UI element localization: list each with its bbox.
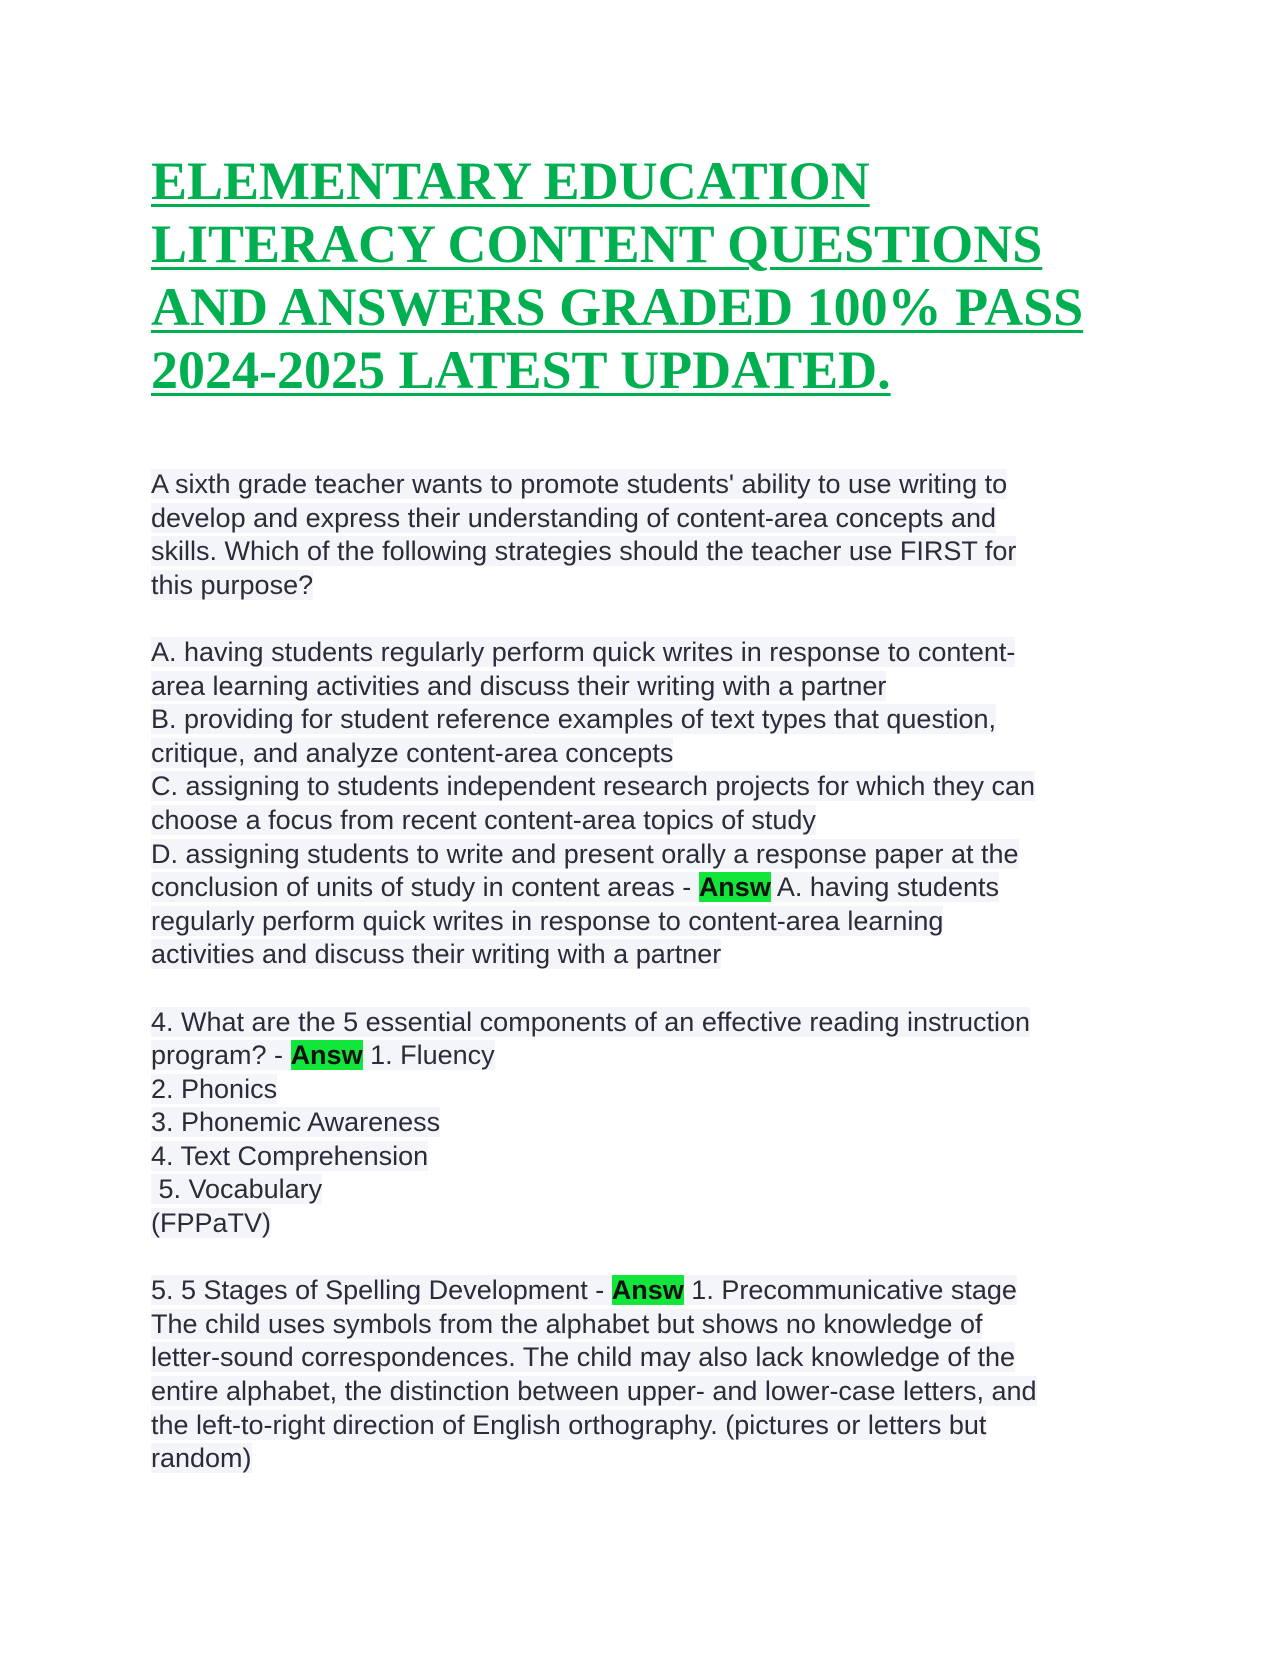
option-line: C. assigning to students independent research projects for which they can	[151, 771, 1036, 802]
question-line: 4. What are the 5 essential components of an effective reading instruction	[151, 1006, 1031, 1037]
answer-line: 2. Phonics	[151, 1073, 278, 1104]
question-block-4	[151, 1006, 1151, 1241]
answer-line: activities and discuss their writing with a partner	[151, 939, 722, 970]
paragraph-gap	[151, 972, 1151, 1006]
option-line: area learning activities and discuss their writing with a partner	[151, 670, 887, 701]
document-title	[151, 150, 1151, 402]
answer-line: the left-to-right direction of English orthography. (pictures or letters but	[151, 1409, 987, 1440]
question-line: develop and express their understanding of content-area concepts and	[151, 502, 997, 533]
question-line: this purpose?	[151, 569, 314, 600]
question-block-5	[151, 1274, 1151, 1476]
answer-line: program? - Answ 1. Fluency	[151, 1040, 495, 1071]
answer-line: letter-sound correspondences. The child may also lack knowledge of the	[151, 1342, 1015, 1373]
answer-marker: Answ	[611, 1275, 684, 1306]
question-block-1	[151, 468, 1151, 972]
option-line: choose a focus from recent content-area topics of study	[151, 804, 816, 835]
option-line: critique, and analyze content-area concepts	[151, 737, 674, 768]
question-line: A sixth grade teacher wants to promote students' ability to use writing to	[151, 469, 1008, 499]
title-line: 2024-2025 LATEST UPDATED.	[151, 340, 891, 400]
title-line: AND ANSWERS GRADED 100% PASS	[151, 277, 1084, 337]
answer-line: The child uses symbols from the alphabet but shows no knowledge of	[151, 1308, 983, 1339]
document-body	[151, 468, 1151, 1476]
option-line: A. having students regularly perform quick writes in response to content-	[151, 636, 1016, 667]
paragraph-gap	[151, 602, 1151, 636]
answer-line: 4. Text Comprehension	[151, 1140, 429, 1171]
option-line: D. assigning students to write and present orally a response paper at the	[151, 838, 1019, 869]
answer-line: regularly perform quick writes in response to content-area learning	[151, 905, 944, 936]
answer-line: 5. Vocabulary	[151, 1174, 323, 1205]
answer-line: random)	[151, 1443, 252, 1474]
title-line: LITERACY CONTENT QUESTIONS	[151, 214, 1043, 274]
paragraph-gap	[151, 1241, 1151, 1275]
title-line: ELEMENTARY EDUCATION	[151, 151, 870, 211]
question-line: skills. Which of the following strategies should the teacher use FIRST for	[151, 536, 1017, 567]
answer-marker: Answ	[698, 872, 771, 903]
answer-marker: Answ	[290, 1040, 363, 1071]
answer-line: 5. 5 Stages of Spelling Development - Answ 1. Precommunicative stage	[151, 1275, 1017, 1306]
answer-line: conclusion of units of study in content areas - Answ A. having students	[151, 872, 999, 903]
answer-line: (FPPaTV)	[151, 1208, 272, 1239]
option-line: B. providing for student reference examples of text types that question,	[151, 704, 996, 735]
answer-line: 3. Phonemic Awareness	[151, 1107, 441, 1138]
answer-line: entire alphabet, the distinction between upper- and lower-case letters, and	[151, 1376, 1037, 1407]
